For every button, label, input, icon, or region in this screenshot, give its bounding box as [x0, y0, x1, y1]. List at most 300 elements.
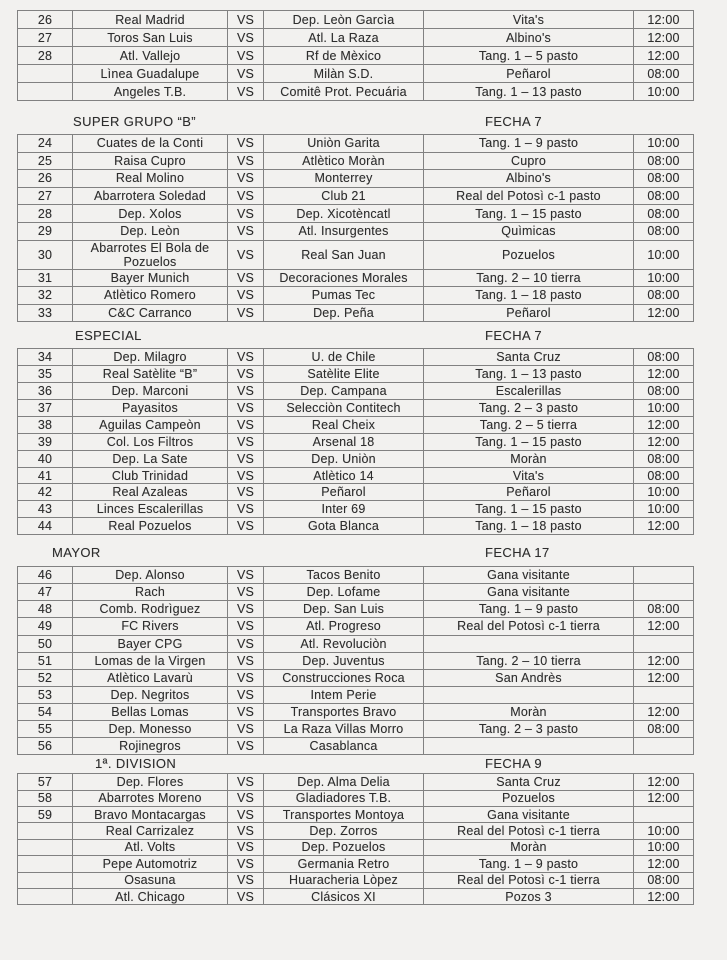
- away-team-cell: Clásicos XI: [264, 888, 424, 904]
- vs-cell: VS: [228, 823, 264, 839]
- vs-cell: VS: [228, 774, 264, 790]
- time-cell: 12:00: [634, 618, 694, 635]
- venue-cell: Quìmicas: [424, 222, 634, 240]
- away-team-cell: Construcciones Roca: [264, 669, 424, 686]
- home-team-cell: Bayer CPG: [73, 635, 228, 652]
- vs-cell: VS: [228, 888, 264, 904]
- home-team-cell: Rojinegros: [73, 738, 228, 755]
- fecha-label: FECHA 7: [485, 114, 542, 129]
- venue-cell: Peñarol: [424, 304, 634, 322]
- venue-cell: Escalerillas: [424, 383, 634, 400]
- table-row: [18, 703, 694, 720]
- vs-cell: VS: [228, 618, 264, 635]
- away-team-cell: Dep. Leòn Garcìa: [264, 11, 424, 29]
- away-team-cell: Rf de Mèxico: [264, 47, 424, 65]
- away-team-cell: Germania Retro: [264, 856, 424, 872]
- time-cell: 12:00: [634, 774, 694, 790]
- home-team-cell: Col. Los Filtros: [73, 433, 228, 450]
- venue-cell: Gana visitante: [424, 806, 634, 822]
- match-number-cell: 35: [18, 366, 73, 383]
- match-number-cell: 29: [18, 222, 73, 240]
- vs-cell: VS: [228, 416, 264, 433]
- section-title: 1ª. DIVISION: [95, 756, 177, 772]
- time-cell: [634, 584, 694, 601]
- schedule-section: [17, 756, 727, 905]
- vs-cell: VS: [228, 287, 264, 305]
- home-team-cell: Bayer Munich: [73, 269, 228, 287]
- fecha-label: FECHA 17: [485, 545, 550, 561]
- table-row: [18, 135, 694, 153]
- venue-cell: Real del Potosì c-1 tierra: [424, 872, 634, 888]
- section-title: MAYOR: [52, 545, 101, 561]
- away-team-cell: Dep. Campana: [264, 383, 424, 400]
- table-row: [18, 222, 694, 240]
- vs-cell: VS: [228, 501, 264, 518]
- venue-cell: Tang. 1 – 9 pasto: [424, 601, 634, 618]
- vs-cell: VS: [228, 349, 264, 366]
- vs-cell: VS: [228, 839, 264, 855]
- match-table: [17, 566, 694, 755]
- time-cell: 12:00: [634, 416, 694, 433]
- table-row: [18, 383, 694, 400]
- time-cell: 12:00: [634, 29, 694, 47]
- home-team-cell: Linces Escalerillas: [73, 501, 228, 518]
- home-team-cell: Real Molino: [73, 170, 228, 188]
- vs-cell: VS: [228, 806, 264, 822]
- time-cell: 10:00: [634, 83, 694, 101]
- match-number-cell: 27: [18, 29, 73, 47]
- home-team-cell: Pepe Automotriz: [73, 856, 228, 872]
- away-team-cell: Gota Blanca: [264, 518, 424, 535]
- time-cell: 10:00: [634, 269, 694, 287]
- vs-cell: VS: [228, 467, 264, 484]
- venue-cell: Albino's: [424, 170, 634, 188]
- match-table: [17, 134, 694, 322]
- time-cell: 10:00: [634, 839, 694, 855]
- home-team-cell: Dep. Flores: [73, 774, 228, 790]
- match-number-cell: 57: [18, 774, 73, 790]
- venue-cell: Tang. 2 – 3 pasto: [424, 720, 634, 737]
- match-number-cell: 44: [18, 518, 73, 535]
- away-team-cell: Huaracheria Lòpez: [264, 872, 424, 888]
- home-team-cell: Atlètico Lavarù: [73, 669, 228, 686]
- venue-cell: Pozuelos: [424, 790, 634, 806]
- venue-cell: Tang. 1 – 9 pasto: [424, 135, 634, 153]
- match-number-cell: 41: [18, 467, 73, 484]
- time-cell: 12:00: [634, 518, 694, 535]
- table-row: [18, 416, 694, 433]
- table-row: [18, 790, 694, 806]
- match-number-cell: [18, 823, 73, 839]
- table-row: [18, 567, 694, 584]
- home-team-cell: Dep. Leòn: [73, 222, 228, 240]
- table-row: [18, 584, 694, 601]
- home-team-cell: Dep. Xolos: [73, 205, 228, 223]
- match-table-body: [18, 135, 694, 322]
- away-team-cell: Casablanca: [264, 738, 424, 755]
- home-team-cell: Osasuna: [73, 872, 228, 888]
- match-number-cell: 26: [18, 170, 73, 188]
- time-cell: 08:00: [634, 222, 694, 240]
- time-cell: [634, 738, 694, 755]
- table-row: [18, 652, 694, 669]
- table-row: [18, 11, 694, 29]
- match-number-cell: 58: [18, 790, 73, 806]
- venue-cell: Real del Potosì c-1 pasto: [424, 187, 634, 205]
- away-team-cell: Peñarol: [264, 484, 424, 501]
- match-number-cell: 51: [18, 652, 73, 669]
- match-table: [17, 773, 694, 905]
- table-row: [18, 484, 694, 501]
- vs-cell: VS: [228, 152, 264, 170]
- time-cell: 08:00: [634, 65, 694, 83]
- away-team-cell: Atl. Progreso: [264, 618, 424, 635]
- match-number-cell: 28: [18, 205, 73, 223]
- away-team-cell: Comitê Prot. Pecuária: [264, 83, 424, 101]
- venue-cell: Tang. 2 – 5 tierra: [424, 416, 634, 433]
- time-cell: [634, 567, 694, 584]
- match-number-cell: 49: [18, 618, 73, 635]
- time-cell: 12:00: [634, 703, 694, 720]
- match-table-body: [18, 774, 694, 905]
- time-cell: 08:00: [634, 287, 694, 305]
- table-row: [18, 240, 694, 269]
- table-row: [18, 872, 694, 888]
- vs-cell: VS: [228, 11, 264, 29]
- away-team-cell: Intem Perie: [264, 686, 424, 703]
- away-team-cell: Arsenal 18: [264, 433, 424, 450]
- vs-cell: VS: [228, 366, 264, 383]
- venue-cell: Real del Potosì c-1 tierra: [424, 823, 634, 839]
- home-team-cell: C&C Carranco: [73, 304, 228, 322]
- home-team-cell: Atlètico Romero: [73, 287, 228, 305]
- vs-cell: VS: [228, 790, 264, 806]
- table-row: [18, 618, 694, 635]
- match-number-cell: 37: [18, 400, 73, 417]
- away-team-cell: Transportes Montoya: [264, 806, 424, 822]
- schedule-section: [17, 10, 727, 101]
- venue-cell: Cupro: [424, 152, 634, 170]
- away-team-cell: Atl. Insurgentes: [264, 222, 424, 240]
- match-number-cell: 55: [18, 720, 73, 737]
- time-cell: 08:00: [634, 872, 694, 888]
- home-team-cell: Real Pozuelos: [73, 518, 228, 535]
- fecha-label: FECHA 9: [485, 756, 542, 772]
- away-team-cell: Tacos Benito: [264, 567, 424, 584]
- venue-cell: Santa Cruz: [424, 774, 634, 790]
- match-number-cell: 30: [18, 240, 73, 269]
- time-cell: 08:00: [634, 152, 694, 170]
- vs-cell: VS: [228, 584, 264, 601]
- home-team-cell: Dep. Monesso: [73, 720, 228, 737]
- away-team-cell: Atlètico 14: [264, 467, 424, 484]
- time-cell: 12:00: [634, 47, 694, 65]
- time-cell: 12:00: [634, 11, 694, 29]
- vs-cell: VS: [228, 304, 264, 322]
- vs-cell: VS: [228, 738, 264, 755]
- section-title: SUPER GRUPO “B”: [73, 114, 197, 129]
- venue-cell: Tang. 2 – 10 tierra: [424, 652, 634, 669]
- time-cell: 12:00: [634, 304, 694, 322]
- time-cell: 08:00: [634, 467, 694, 484]
- away-team-cell: Milàn S.D.: [264, 65, 424, 83]
- venue-cell: Tang. 2 – 10 tierra: [424, 269, 634, 287]
- table-row: [18, 170, 694, 188]
- home-team-cell: Raisa Cupro: [73, 152, 228, 170]
- away-team-cell: Real San Juan: [264, 240, 424, 269]
- venue-cell: Tang. 2 – 3 pasto: [424, 400, 634, 417]
- away-team-cell: Monterrey: [264, 170, 424, 188]
- vs-cell: VS: [228, 240, 264, 269]
- venue-cell: Pozos 3: [424, 888, 634, 904]
- schedule-section: [17, 327, 727, 535]
- away-team-cell: Real Cheix: [264, 416, 424, 433]
- venue-cell: [424, 686, 634, 703]
- match-number-cell: [18, 872, 73, 888]
- table-row: [18, 856, 694, 872]
- match-number-cell: [18, 83, 73, 101]
- vs-cell: VS: [228, 872, 264, 888]
- home-team-cell: Dep. Marconi: [73, 383, 228, 400]
- match-table: [17, 348, 694, 535]
- home-team-cell: Dep. Milagro: [73, 349, 228, 366]
- match-number-cell: [18, 888, 73, 904]
- home-team-cell: Real Carrizalez: [73, 823, 228, 839]
- time-cell: 12:00: [634, 856, 694, 872]
- time-cell: 12:00: [634, 652, 694, 669]
- vs-cell: VS: [228, 601, 264, 618]
- away-team-cell: Dep. Xicotèncatl: [264, 205, 424, 223]
- home-team-cell: Dep. La Sate: [73, 450, 228, 467]
- venue-cell: Moràn: [424, 839, 634, 855]
- time-cell: 12:00: [634, 669, 694, 686]
- away-team-cell: Dep. Peña: [264, 304, 424, 322]
- vs-cell: VS: [228, 567, 264, 584]
- table-row: [18, 433, 694, 450]
- table-row: [18, 187, 694, 205]
- table-row: [18, 806, 694, 822]
- table-row: [18, 152, 694, 170]
- home-team-cell: Abarrotes Moreno: [73, 790, 228, 806]
- home-team-cell: FC Rivers: [73, 618, 228, 635]
- home-team-cell: Aguilas Campeòn: [73, 416, 228, 433]
- match-table-body: [18, 11, 694, 101]
- time-cell: 10:00: [634, 135, 694, 153]
- time-cell: [634, 806, 694, 822]
- vs-cell: VS: [228, 518, 264, 535]
- venue-cell: San Andrès: [424, 669, 634, 686]
- away-team-cell: Club 21: [264, 187, 424, 205]
- match-number-cell: 50: [18, 635, 73, 652]
- away-team-cell: Dep. Zorros: [264, 823, 424, 839]
- match-table: [17, 10, 694, 101]
- away-team-cell: Dep. Alma Delia: [264, 774, 424, 790]
- table-row: [18, 635, 694, 652]
- home-team-cell: Lomas de la Virgen: [73, 652, 228, 669]
- section-header: [17, 113, 727, 131]
- home-team-cell: Rach: [73, 584, 228, 601]
- time-cell: 12:00: [634, 790, 694, 806]
- match-number-cell: [18, 839, 73, 855]
- venue-cell: Peñarol: [424, 484, 634, 501]
- match-table-body: [18, 349, 694, 535]
- match-number-cell: 36: [18, 383, 73, 400]
- vs-cell: VS: [228, 83, 264, 101]
- vs-cell: VS: [228, 47, 264, 65]
- match-number-cell: 46: [18, 567, 73, 584]
- home-team-cell: Atl. Vallejo: [73, 47, 228, 65]
- match-number-cell: 31: [18, 269, 73, 287]
- table-row: [18, 205, 694, 223]
- away-team-cell: Satèlite Elite: [264, 366, 424, 383]
- away-team-cell: Pumas Tec: [264, 287, 424, 305]
- table-row: [18, 400, 694, 417]
- match-number-cell: 54: [18, 703, 73, 720]
- match-number-cell: [18, 856, 73, 872]
- time-cell: 10:00: [634, 501, 694, 518]
- schedule-section: [17, 544, 727, 755]
- match-number-cell: [18, 65, 73, 83]
- table-row: [18, 29, 694, 47]
- match-number-cell: 48: [18, 601, 73, 618]
- table-row: [18, 47, 694, 65]
- home-team-cell: Payasitos: [73, 400, 228, 417]
- away-team-cell: Atl. Revoluciòn: [264, 635, 424, 652]
- vs-cell: VS: [228, 65, 264, 83]
- match-number-cell: 33: [18, 304, 73, 322]
- vs-cell: VS: [228, 269, 264, 287]
- table-row: [18, 518, 694, 535]
- away-team-cell: La Raza Villas Morro: [264, 720, 424, 737]
- venue-cell: [424, 635, 634, 652]
- match-number-cell: 32: [18, 287, 73, 305]
- away-team-cell: Dep. San Luis: [264, 601, 424, 618]
- home-team-cell: Angeles T.B.: [73, 83, 228, 101]
- vs-cell: VS: [228, 635, 264, 652]
- venue-cell: Moràn: [424, 703, 634, 720]
- venue-cell: Real del Potosì c-1 tierra: [424, 618, 634, 635]
- home-team-cell: Real Satèlite “B”: [73, 366, 228, 383]
- match-number-cell: 53: [18, 686, 73, 703]
- venue-cell: Gana visitante: [424, 584, 634, 601]
- home-team-cell: Club Trinidad: [73, 467, 228, 484]
- match-number-cell: 47: [18, 584, 73, 601]
- time-cell: 08:00: [634, 383, 694, 400]
- schedule-section: [17, 113, 727, 322]
- table-row: [18, 720, 694, 737]
- venue-cell: Moràn: [424, 450, 634, 467]
- vs-cell: VS: [228, 222, 264, 240]
- home-team-cell: Cuates de la Conti: [73, 135, 228, 153]
- match-number-cell: 39: [18, 433, 73, 450]
- venue-cell: Tang. 1 – 9 pasto: [424, 856, 634, 872]
- venue-cell: Tang. 1 – 13 pasto: [424, 366, 634, 383]
- away-team-cell: Dep. Lofame: [264, 584, 424, 601]
- table-row: [18, 366, 694, 383]
- away-team-cell: Dep. Uniòn: [264, 450, 424, 467]
- match-number-cell: 28: [18, 47, 73, 65]
- match-number-cell: 56: [18, 738, 73, 755]
- vs-cell: VS: [228, 205, 264, 223]
- table-row: [18, 450, 694, 467]
- match-number-cell: 42: [18, 484, 73, 501]
- home-team-cell: Atl. Volts: [73, 839, 228, 855]
- section-header: [17, 327, 727, 345]
- venue-cell: Tang. 1 – 13 pasto: [424, 83, 634, 101]
- away-team-cell: Selecciòn Contitech: [264, 400, 424, 417]
- away-team-cell: Transportes Bravo: [264, 703, 424, 720]
- match-number-cell: 43: [18, 501, 73, 518]
- home-team-cell: Bravo Montacargas: [73, 806, 228, 822]
- time-cell: 10:00: [634, 240, 694, 269]
- vs-cell: VS: [228, 720, 264, 737]
- home-team-cell: Real Azaleas: [73, 484, 228, 501]
- venue-cell: Santa Cruz: [424, 349, 634, 366]
- away-team-cell: Atlètico Moràn: [264, 152, 424, 170]
- match-number-cell: 26: [18, 11, 73, 29]
- table-row: [18, 601, 694, 618]
- vs-cell: VS: [228, 29, 264, 47]
- vs-cell: VS: [228, 669, 264, 686]
- time-cell: 10:00: [634, 400, 694, 417]
- venue-cell: Tang. 1 – 15 pasto: [424, 501, 634, 518]
- time-cell: 12:00: [634, 366, 694, 383]
- time-cell: 08:00: [634, 349, 694, 366]
- table-row: [18, 269, 694, 287]
- vs-cell: VS: [228, 686, 264, 703]
- venue-cell: Vita's: [424, 467, 634, 484]
- match-number-cell: 38: [18, 416, 73, 433]
- venue-cell: [424, 738, 634, 755]
- table-row: [18, 83, 694, 101]
- home-team-cell: Atl. Chicago: [73, 888, 228, 904]
- table-row: [18, 349, 694, 366]
- venue-cell: Tang. 1 – 15 pasto: [424, 205, 634, 223]
- away-team-cell: Dep. Juventus: [264, 652, 424, 669]
- home-team-cell: Abarrotes El Bola de Pozuelos: [73, 240, 228, 269]
- vs-cell: VS: [228, 856, 264, 872]
- home-team-cell: Comb. Rodrìguez: [73, 601, 228, 618]
- section-header: [17, 756, 727, 772]
- table-row: [18, 738, 694, 755]
- table-row: [18, 888, 694, 904]
- vs-cell: VS: [228, 383, 264, 400]
- table-row: [18, 839, 694, 855]
- match-number-cell: 59: [18, 806, 73, 822]
- time-cell: 08:00: [634, 720, 694, 737]
- time-cell: 12:00: [634, 433, 694, 450]
- match-number-cell: 40: [18, 450, 73, 467]
- table-row: [18, 823, 694, 839]
- table-row: [18, 774, 694, 790]
- away-team-cell: Gladiadores T.B.: [264, 790, 424, 806]
- venue-cell: Pozuelos: [424, 240, 634, 269]
- section-header: [17, 544, 727, 562]
- away-team-cell: Atl. La Raza: [264, 29, 424, 47]
- vs-cell: VS: [228, 703, 264, 720]
- match-number-cell: 24: [18, 135, 73, 153]
- table-row: [18, 467, 694, 484]
- vs-cell: VS: [228, 433, 264, 450]
- vs-cell: VS: [228, 450, 264, 467]
- home-team-cell: Real Madrid: [73, 11, 228, 29]
- time-cell: 08:00: [634, 170, 694, 188]
- venue-cell: Tang. 1 – 5 pasto: [424, 47, 634, 65]
- vs-cell: VS: [228, 400, 264, 417]
- table-row: [18, 669, 694, 686]
- home-team-cell: Toros San Luis: [73, 29, 228, 47]
- vs-cell: VS: [228, 170, 264, 188]
